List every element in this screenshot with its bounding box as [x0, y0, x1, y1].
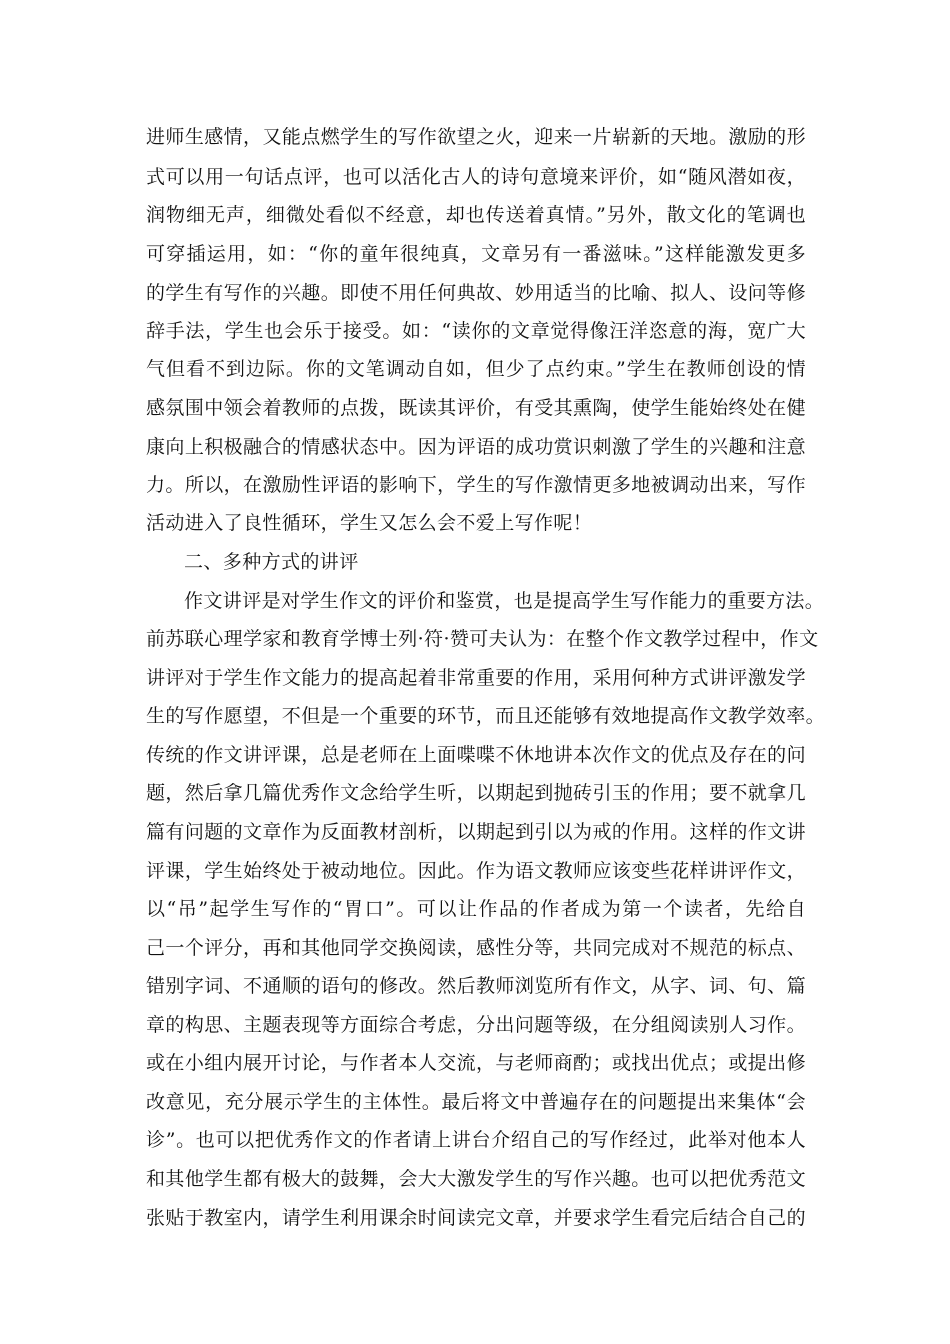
paragraph-line: 诊”。也可以把优秀作文的作者请上讲台介绍自己的写作经过，此举对他本人	[146, 1129, 806, 1151]
paragraph-line: 的学生有写作的兴趣。即使不用任何典故、妙用适当的比喻、拟人、设问等修	[146, 282, 806, 304]
paragraph-line: 传统的作文讲评课，总是老师在上面喋喋不休地讲本次作文的优点及存在的问	[146, 744, 806, 766]
paragraph-line: 辞手法，学生也会乐于接受。如：“读你的文章觉得像汪洋恣意的海，宽广大	[146, 320, 806, 342]
paragraph-line: 改意见，充分展示学生的主体性。最后将文中普遍存在的问题提出来集体“会	[146, 1091, 806, 1113]
paragraph-line: 题，然后拿几篇优秀作文念给学生听，以期起到抛砖引玉的作用；要不就拿几	[146, 782, 806, 804]
paragraph-line: 感氛围中领会着教师的点拨，既读其评价，有受其熏陶，使学生能始终处在健	[146, 397, 806, 419]
paragraph-line: 力。所以，在激励性评语的影响下，学生的写作激情更多地被调动出来，写作	[146, 474, 806, 496]
paragraph-line: 己一个评分，再和其他同学交换阅读，感性分等，共同完成对不规范的标点、	[146, 937, 806, 959]
paragraph-line: 可穿插运用，如：“你的童年很纯真，文章另有一番滋味。”这样能激发更多	[146, 243, 806, 265]
paragraph-line: 润物细无声，细微处看似不经意，却也传送着真情。”另外，散文化的笔调也	[146, 204, 806, 226]
paragraph-line: 章的构思、主题表现等方面综合考虑，分出问题等级，在分组阅读别人习作。	[146, 1014, 806, 1036]
paragraph-line: 或在小组内展开讨论，与作者本人交流，与老师商酌；或找出优点；或提出修	[146, 1052, 806, 1074]
paragraph-line: 篇有问题的文章作为反面教材剖析，以期起到引以为戒的作用。这样的作文讲	[146, 821, 806, 843]
paragraph-line: 式可以用一句话点评，也可以活化古人的诗句意境来评价，如“随风潜如夜，	[146, 166, 806, 188]
paragraph-line: 讲评对于学生作文能力的提高起着非常重要的作用，采用何种方式讲评激发学	[146, 667, 806, 689]
paragraph-line: 和其他学生都有极大的鼓舞，会大大激发学生的写作兴趣。也可以把优秀范文	[146, 1168, 806, 1190]
paragraph-line: 以“吊”起学生写作的“胃口”。可以让作品的作者成为第一个读者，先给自	[146, 898, 806, 920]
paragraph-line: 康向上积极融合的情感状态中。因为评语的成功赏识刺激了学生的兴趣和注意	[146, 436, 806, 458]
paragraph-line: 评课，学生始终处于被动地位。因此。作为语文教师应该变些花样讲评作文，	[146, 860, 806, 882]
paragraph-line: 错别字词、不通顺的语句的修改。然后教师浏览所有作文，从字、词、句、篇	[146, 975, 806, 997]
paragraph-line: 作文讲评是对学生作文的评价和鉴赏，也是提高学生写作能力的重要方法。	[184, 590, 825, 612]
section-heading: 二、多种方式的讲评	[184, 551, 359, 573]
paragraph-line: 进师生感情，又能点燃学生的写作欲望之火，迎来一片崭新的天地。激励的形	[146, 126, 806, 148]
paragraph-line: 张贴于教室内，请学生利用课余时间读完文章，并要求学生看完后结合自己的	[146, 1207, 806, 1229]
paragraph-line: 气但看不到边际。你的文笔调动自如，但少了点约束。”学生在教师创设的情	[146, 358, 806, 380]
paragraph-line: 前苏联心理学家和教育学博士列·符·赞可夫认为：在整个作文教学过程中，作文	[146, 628, 819, 650]
paragraph-line: 活动进入了良性循环，学生又怎么会不爱上写作呢！	[146, 512, 593, 534]
paragraph-line: 生的写作愿望，不但是一个重要的环节，而且还能够有效地提高作文教学效率。	[146, 705, 826, 727]
